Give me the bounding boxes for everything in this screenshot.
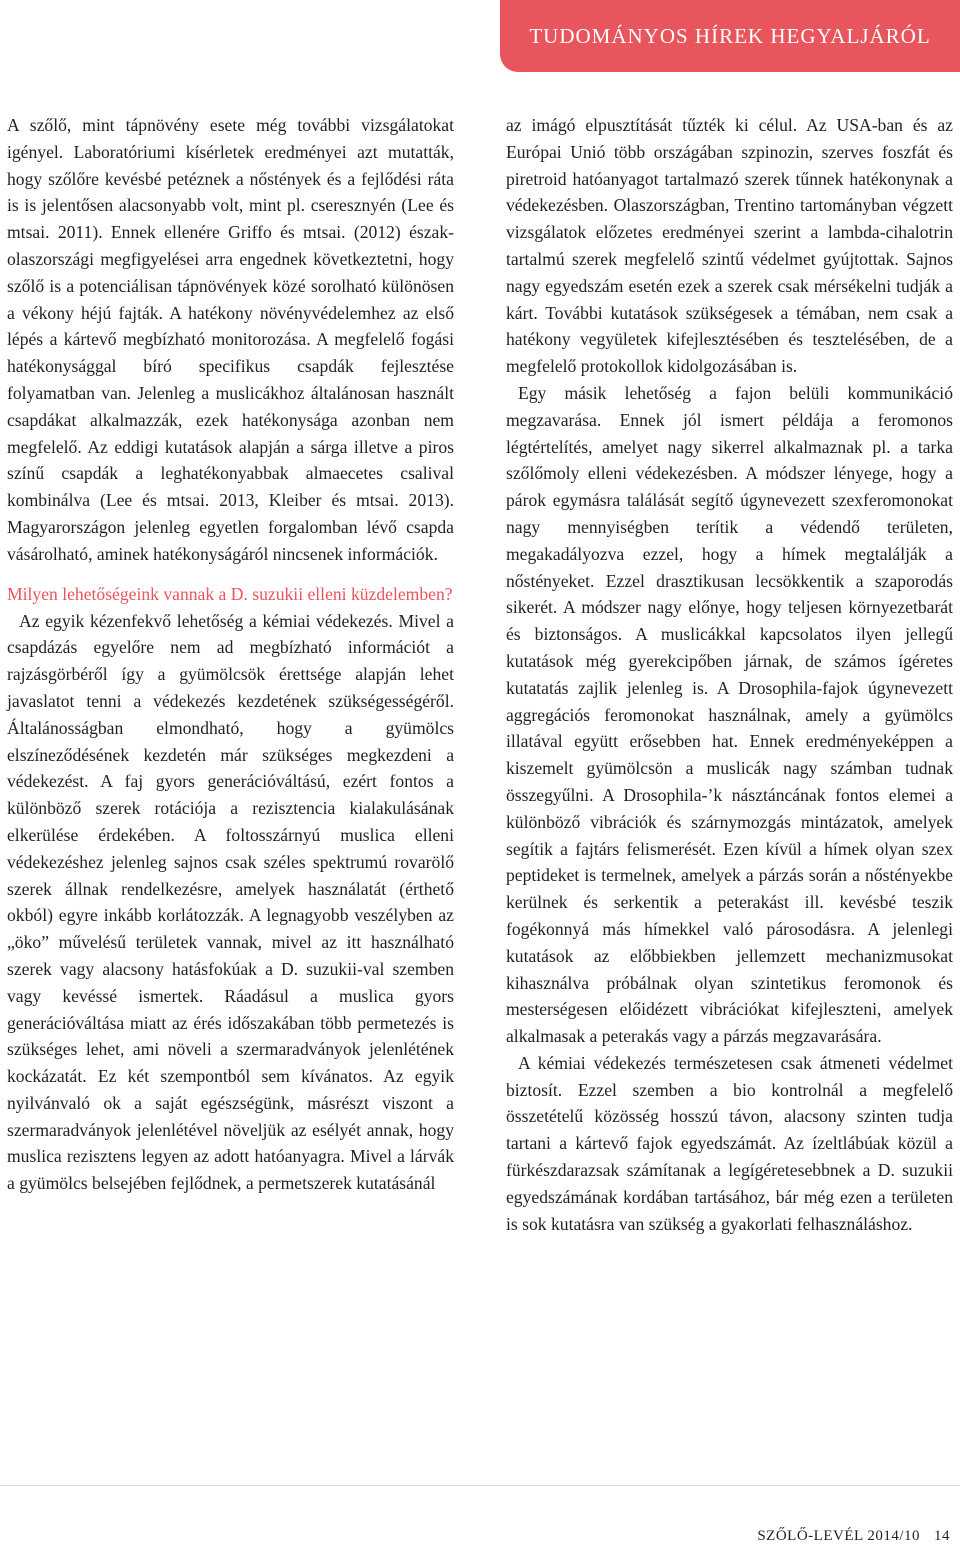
paragraph: az imágó elpusztítását tűzték ki célul. Az USA-ban és az Európai Unió több országában szpinozin, szerves foszfát és piretroid hatóanyagot tartalmazó szerek tűnnek hatékonynak a védekezésben. Olaszországban, Trentino tartományban végzett vizsgálatok előzetes eredményei szerint a lambda-cihalotrin tartalmú szerek megfelelő szintű védelmet gyújtottak. Sajnos nagy egyedszám esetén ezek a szerek csak mérsékelni tudják a kárt. További kutatások szükségesek a témában, nem csak a hatékony vegyületek kifejlesztésében és tesztelésében, de a megfelelő protokollok kidolgozásában is. [506, 115, 953, 377]
section-header [500, 0, 960, 72]
paragraph: A kémiai védekezés természetesen csak átmeneti védelmet biztosít. Ezzel szemben a bio kontrolnál a megfelelő összetételű közösség hosszú távon, alacsony szinten tudja tartani a kártevő fajok egyedszámát. Az ízeltlábúak közül a fürkészdarazsak számítanak a legígéretesebbnek a D. suzukii egyedszámának kordában tartásához, bár még ezen a területen is sok kutatásra van szükség a gyakorlati felhasználáshoz. [506, 1052, 953, 1234]
paragraph: Egy másik lehetőség a fajon belüli kommunikáció megzavarása. Ennek jól ismert példája a feromonos légtértelítés, amelyet nagy sikerrel alkalmaznak pl. a tarka szőlőmoly elleni védekezésben. A módszer lényege, hogy a párok egymásra találását segítő úgynevezett szexferomonokat nagy mennyiségben terítik a védendő területen, megakadályozva ezzel, hogy a hímek megtalálják a nőstényeket. Ezzel drasztikusan lecsökkentik a szaporodás sikerét. A módszer nagy előnye, hogy teljesen környezetbarát és biztonságos. A muslicákkal kapcsolatos ilyen jellegű kutatások még gyerekcipőben járnak, de számos ígéretes kutatatás zajlik jelenleg is. A Drosophila-fajok úgynevezett aggregációs feromonokat használnak, amely a gyümölcs illatával együtt erősebben hat. Ennek eredményeképpen a kiszemelt gyümölcsön a muslicák nagy számban tudnak összegyűlni. A Drosophila-’k násztáncának fontos elemei a különböző vibrációk és szárnymozgás mintázatok, amelyek segítik a fajtárs felismerését. Ezen kívül a hímek olyan szex peptideket is termelnek, amelyek a párzás során a nőstényekbe kerülnek és serkentik a peterakást ill. kevésbé teszik fogékonnyá más hímekkel való párosodásra. A jelenlegi kutatások az előbbiekben jellemzett mechanizmusokat kihasználva próbálnak olyan szintetikus feromonok és mesterségesen előidézett vibrációkat kifejleszteni, amelyek alkalmasak a peterakás vagy a párzás megzavarására. [506, 382, 953, 1047]
paragraph: Az egyik kézenfekvő lehetőség a kémiai védekezés. Mivel a csapdázás egyelőre nem ad megbízható információt a rajzásgörbéről így a gyümölcsök érettsége alapján lehet javaslatot tenni a védekezés kezdetének szükségességéről. Általánosságban elmondható, hogy a gyümölcs elszíneződésének kezdetén már szükséges megkezdeni a védekezést. A faj gyors generációváltású, ezért fontos a különböző szerek rotációja a rezisztencia kialakulásának elkerülése érdekében. A foltosszárnyú muslica elleni védekezéshez jelenleg sajnos csak széles spektrumú rovarölő szerek állnak rendelkezésre, amelyek használatát (érthető okból) egyre inkább korlátozzák. A legnagyobb veszélyben az „öko” művelésű területek vannak, mivel az itt használható szerek vagy alacsony hatásfokúak a D. suzukii-val szemben vagy kevéssé ismertek. Ráadásul a muslica gyors generációváltása miatt az érés időszakában több permetezés is szükséges lehet, ami növeli a szermaradványok jelenlétének kockázatát. Ez két szempontból sem kívánatos. Az egyik nyilvánvaló ok a saját egészségünk, másrészt viszont a szermaradványok jelenlétével növeljük az esélyét annak, hogy muslica rezisztens legyen az adott hatóanyagra. Mivel a lárvák a gyümölcs belsejében fejlődnek, a permetszerek kutatásánál [7, 610, 454, 1194]
section-title: TUDOMÁNYOS HÍREK HEGYALJÁRÓL [529, 23, 931, 48]
left-column [7, 112, 454, 1197]
paragraph: A szőlő, mint tápnövény esete még további vizsgálatokat igényel. Laboratóriumi kísérletek eredményei azt mutatták, hogy szőlőre kevésbé petéznek a nőstények és a fejlődési ráta is is jelentősen alacsonyabb volt, mint pl. cseresznyén (Lee és mtsai. 2011). Ennek ellenére Griffo és mtsai. (2012) észak-olaszországi megfigyelései arra engednek következtetni, hogy szőlő is a potenciálisan tápnövények közé sorolható különösen a vékony héjú fajták. A hatékony növényvédelemhez az első lépés a kártevő megbízható monitorozása. A megfelelő fogási hatékonysággal bíró specifikus csapdák fejlesztése folyamatban van. Jelenleg a muslicákhoz általánosan használt csapdákat alkalmazzák, ezek hatékonysága azonban nem megfelelő. Az eddigi kutatások alapján a sárga illetve a piros színű csapdák a leghatékonyabbak almaecetes csalival kombinálva (Lee és mtsai. 2013, Kleiber és mtsai. 2013). Magyarországon jelenleg egyetlen forgalomban lévő csapda vásárolható, aminek hatékonyságáról nincsenek információk. [7, 115, 454, 564]
page-number: 14 [934, 1528, 950, 1544]
footer-divider [0, 1485, 960, 1486]
publication-name: SZŐLŐ-LEVÉL 2014/10 [757, 1528, 920, 1544]
subheading: Milyen lehetőségeink vannak a D. suzukii elleni küzdelemben? [7, 583, 453, 604]
right-column [506, 112, 953, 1237]
page-footer [757, 1528, 950, 1545]
